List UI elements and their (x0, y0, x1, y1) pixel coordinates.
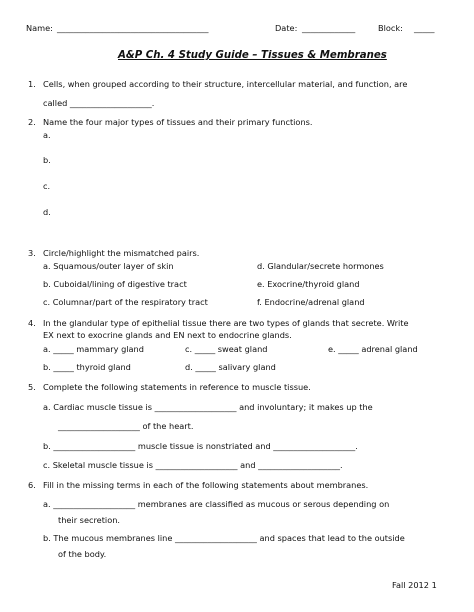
q6-item-b-line2: of the body. (58, 549, 107, 559)
q4-item-b: b. _____ thyroid gland (43, 362, 131, 372)
q5-item-a-line1: a. Cardiac muscle tissue is ____________________ and involuntary; it makes up the (43, 402, 373, 412)
q3-option-e: e. Exocrine/thyroid gland (257, 279, 360, 289)
q3-text: Circle/highlight the mismatched pairs. (43, 248, 200, 258)
q2-number: 2. (28, 117, 36, 127)
q5-item-a-line2: ____________________ of the heart. (58, 421, 194, 431)
page-footer: Fall 2012 1 (392, 580, 437, 590)
q3-option-b: b. Cuboidal/lining of digestive tract (43, 279, 187, 289)
q3-option-f: f. Endocrine/adrenal gland (257, 297, 365, 307)
q2-item-b: b. (43, 155, 51, 165)
q4-item-a: a. _____ mammary gland (43, 344, 144, 354)
name-blank: _____________________________________ (57, 23, 209, 33)
q3-number: 3. (28, 248, 36, 258)
q4-text-line2: EX next to exocrine glands and EN next to endocrine glands. (43, 330, 292, 340)
q1-text-line2: called ____________________. (43, 98, 155, 108)
date-label: Date: (275, 23, 298, 33)
q6-item-b-line1: b. The mucous membranes line ____________________ and spaces that lead to the outside (43, 533, 405, 543)
q3-option-a: a. Squamous/outer layer of skin (43, 261, 174, 271)
q6-item-a-line2: their secretion. (58, 515, 120, 525)
q6-item-a-line1: a. ____________________ membranes are classified as mucous or serous depending on (43, 499, 390, 509)
q2-item-a: a. (43, 130, 51, 140)
q2-item-c: c. (43, 181, 51, 191)
q5-item-c: c. Skeletal muscle tissue is ____________________ and ____________________. (43, 460, 343, 470)
q4-item-e: e. _____ adrenal gland (328, 344, 418, 354)
block-label: Block: (378, 23, 403, 33)
q5-text: Complete the following statements in reference to muscle tissue. (43, 382, 311, 392)
q4-text-line1: In the glandular type of epithelial tissue there are two types of glands that secrete. Write (43, 318, 409, 328)
q2-item-d: d. (43, 207, 51, 217)
q3-option-d: d. Glandular/secrete hormones (257, 261, 384, 271)
q6-number: 6. (28, 480, 36, 490)
q6-text: Fill in the missing terms in each of the following statements about membranes. (43, 480, 369, 490)
q4-item-c: c. _____ sweat gland (185, 344, 268, 354)
q5-item-b: b. ____________________ muscle tissue is nonstriated and ____________________. (43, 441, 358, 451)
date-blank: _____________ (302, 23, 356, 33)
q4-item-d: d. _____ salivary gland (185, 362, 276, 372)
q4-number: 4. (28, 318, 36, 328)
q1-number: 1. (28, 79, 36, 89)
name-label: Name: (26, 23, 53, 33)
page-title: A&P Ch. 4 Study Guide – Tissues & Membranes (118, 50, 387, 61)
q3-option-c: c. Columnar/part of the respiratory tract (43, 297, 208, 307)
q5-number: 5. (28, 382, 36, 392)
block-blank: _____ (414, 23, 435, 33)
q1-text-line1: Cells, when grouped according to their structure, intercellular material, and function, are (43, 79, 408, 89)
q2-text: Name the four major types of tissues and their primary functions. (43, 117, 313, 127)
